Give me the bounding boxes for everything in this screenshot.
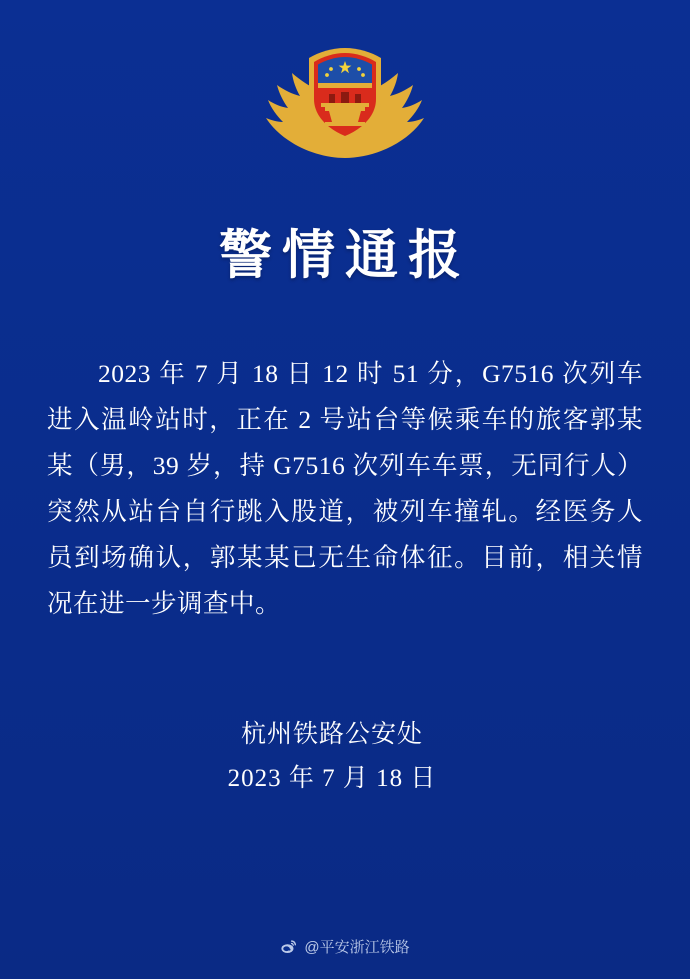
notice-body: 2023 年 7 月 18 日 12 时 51 分，G7516 次列车进入温岭站时，正在 2 号站台等候乘车的旅客郭某某（男，39 岁，持 G7516 次列车车票，无同行人）突然从站台自行跳入股道，被列车撞轧。经医务人员到场确认，郭某某已无生命体征。目前，相关情况在进一步调查中。	[47, 359, 643, 618]
signature-date: 2023 年 7 月 18 日	[227, 765, 437, 792]
signature-organization: 杭州铁路公安处	[240, 721, 423, 748]
weibo-icon	[280, 938, 297, 955]
page-title: 警情通报	[219, 227, 471, 285]
police-emblem-icon	[255, 40, 435, 165]
footer-watermark	[0, 936, 690, 957]
signature-block	[47, 713, 643, 801]
police-emblem	[255, 40, 435, 165]
footer-account: @平安浙江铁路	[304, 939, 410, 956]
